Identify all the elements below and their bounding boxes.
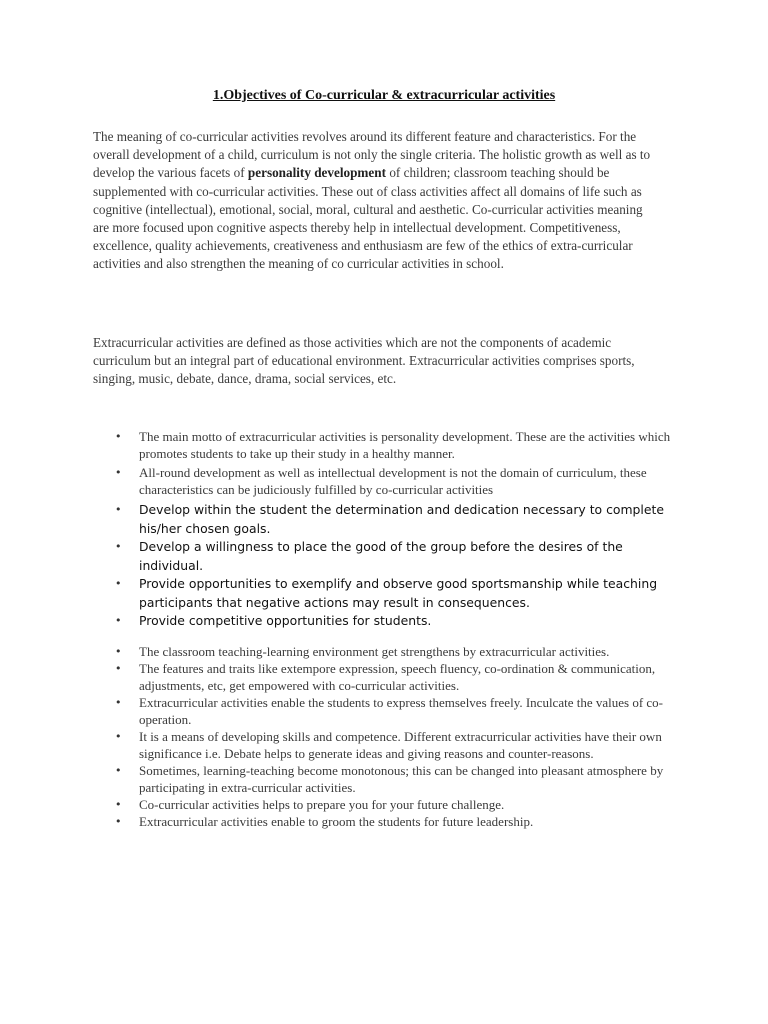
list-item: • Provide opportunities to exemplify and observe good sportsmanship while teaching participants that negative actions may result in consequences. (93, 575, 683, 612)
paragraph-intro-part2: of children; classroom teaching should be supplemented with co-curricular activities. These out of class activities affect all domains of life such as cognitive (intellectual), emotional, social, moral, cultural and aesthetic. Co-curricular activities meaning are more focused upon cognitive aspects thereby help in intellectual development. Competitiveness, excellence, quality achievements, creativeness and enthusiasm are few of the ethics of extra-curricular activities and also strengthen the meaning of co curricular activities in school. (93, 165, 643, 272)
list-item: • The classroom teaching-learning environment get strengthens by extracurricular activities. (93, 643, 683, 660)
list-item: • Develop a willingness to place the good of the group before the desires of the individual. (93, 538, 683, 575)
list-item: • The main motto of extracurricular activities is personality development. These are the activities which promotes students to take up their study in a healthy manner. (93, 428, 683, 462)
paragraph-intro (93, 128, 653, 274)
list-item: • The features and traits like extempore expression, speech fluency, co-ordination & communication, adjustments, etc, get empowered with co-curricular activities. (93, 660, 683, 694)
bullet-list-benefits (93, 643, 683, 830)
list-item: • Extracurricular activities enable the students to express themselves freely. Inculcate the values of co-operation. (93, 694, 683, 728)
list-item: • Develop within the student the determination and dedication necessary to complete his/her chosen goals. (93, 501, 683, 538)
document-title: 1.Objectives of Co-curricular & extracurricular activities (212, 88, 556, 103)
paragraph-intro-bold: personality development (247, 165, 387, 181)
bullet-list-motto (93, 428, 683, 500)
list-item: • Provide competitive opportunities for students. (93, 612, 683, 631)
list-item: • It is a means of developing skills and competence. Different extracurricular activities have their own significance i.e. Debate helps to generate ideas and giving reasons and counter-reasons. (93, 728, 683, 762)
paragraph-intro-part1: The meaning of co-curricular activities revolves around its different feature and characteristics. For the overall development of a child, curriculum is not only the single criteria. The holistic growth as well as to develop the various facets of (93, 129, 651, 181)
list-item: • Co-curricular activities helps to prepare you for your future challenge. (93, 796, 683, 813)
list-item: • Extracurricular activities enable to groom the students for future leadership. (93, 813, 683, 830)
paragraph-definition: Extracurricular activities are defined as those activities which are not the components of academic curriculum but an integral part of educational environment. Extracurricular activities comprises sports, singing, music, debate, dance, drama, social services, etc. (93, 335, 635, 387)
list-item: • Sometimes, learning-teaching become monotonous; this can be changed into pleasant atmosphere by participating in extra-curricular activities. (93, 762, 683, 796)
list-item: • All-round development as well as intellectual development is not the domain of curriculum, these characteristics can be judiciously fulfilled by co-curricular activities (93, 464, 683, 498)
bullet-list-develop (93, 501, 683, 631)
